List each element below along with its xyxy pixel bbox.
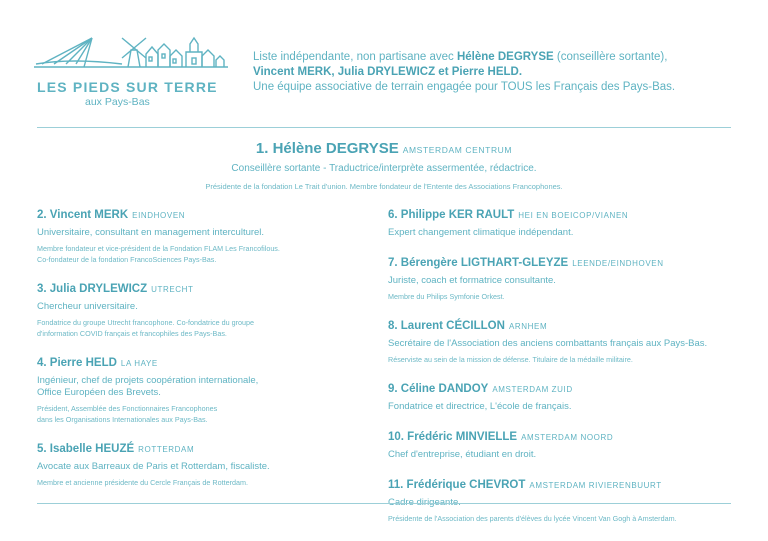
candidate-entry	[37, 353, 367, 425]
candidate-city: AMSTERDAM ZUID	[492, 385, 573, 394]
candidate-city: ARNHEM	[508, 322, 548, 331]
candidate-name: 5. Isabelle HEUZÉ	[37, 443, 135, 455]
candidate-city: LA HAYE	[120, 359, 158, 368]
bottom-divider	[37, 503, 731, 504]
candidate-name: 3. Julia DRYLEWICZ	[37, 283, 148, 295]
candidate-city: UTRECHT	[151, 285, 194, 294]
candidate-detail: Membre fondateur et vice-président de la Fondation FLAM Les Francofilous. Co-fondateur de la fondation FrancoSciences Pays-Bas.	[37, 244, 280, 264]
right-candidate-column	[388, 205, 738, 538]
candidate-detail: Président, Assemblée des Fonctionnaires Francophones dans les Organisations Internationales aux Pays-Bas.	[37, 404, 218, 424]
top-divider	[37, 127, 731, 128]
candidate-name: 2. Vincent MERK	[37, 209, 129, 221]
candidate-role: Secrétaire de l'Association des anciens combattants français aux Pays-Bas.	[388, 338, 708, 349]
candidate-detail: Membre du Philips Symfonie Orkest.	[388, 292, 505, 301]
candidate-role: Avocate aux Barreaux de Paris et Rotterdam, fiscaliste.	[37, 461, 270, 472]
candidate-name: 6. Philippe KER RAULT	[388, 209, 515, 221]
candidate-role: Conseillère sortante - Traductrice/interprète assermentée, rédactrice.	[231, 163, 537, 174]
candidate-city: HEI EN BOEICOP/VIANEN	[518, 211, 629, 220]
candidate-role: Fondatrice et directrice, L'école de français.	[388, 401, 572, 412]
candidate-city: EINDHOVEN	[132, 211, 186, 220]
intro-text	[253, 50, 753, 95]
candidate-detail: Membre et ancienne présidente du Cercle Français de Rotterdam.	[37, 478, 248, 487]
intro-line-3: Une équipe associative de terrain engagée pour TOUS les Français des Pays-Bas.	[253, 81, 676, 93]
candidate-city: AMSTERDAM NOORD	[521, 433, 614, 442]
candidate-name: 10. Frédéric MINVIELLE	[388, 431, 518, 443]
candidate-role: Ingénieur, chef de projets coopération internationale, Office Européen des Brevets.	[37, 375, 259, 398]
candidate-name: 9. Céline DANDOY	[388, 383, 489, 395]
candidate-entry	[388, 379, 738, 413]
candidate-role: Chercheur universitaire.	[37, 301, 138, 312]
candidate-name: 7. Bérengère LIGTHART-GLEYZE	[388, 257, 569, 269]
candidate-detail: Présidente de la fondation Le Trait d'union. Membre fondateur de l'Entente des Associations Francophones.	[205, 182, 563, 191]
candidate-city: AMSTERDAM RIVIERENBUURT	[529, 481, 662, 490]
candidate-role: Juriste, coach et formatrice consultante.	[388, 275, 556, 286]
candidate-entry	[388, 316, 738, 365]
logo-subtitle: aux Pays-Bas	[85, 96, 150, 108]
candidate-city: ROTTERDAM	[138, 445, 195, 454]
candidate-entry	[37, 279, 367, 339]
candidate-role: Expert changement climatique indépendant.	[388, 227, 574, 238]
intro-line-2: Vincent MERK, Julia DRYLEWICZ et Pierre HELD.	[253, 66, 523, 78]
candidate-entry	[388, 253, 738, 302]
candidate-city: LEENDE/EINDHOVEN	[572, 259, 664, 268]
candidate-detail: Fondatrice du groupe Utrecht francophone. Co-fondatrice du groupe d'information COVID français et francophiles des Pays-Bas.	[37, 318, 254, 338]
candidate-name: 4. Pierre HELD	[37, 357, 117, 369]
intro-line-1: Liste indépendante, non partisane avec Hélène DEGRYSE (conseillère sortante),	[253, 51, 668, 63]
candidate-detail: Réserviste au sein de la mission de défense. Titulaire de la médaille militaire.	[388, 355, 633, 364]
logo-title: LES PIEDS SUR TERRE	[37, 79, 218, 95]
logo-skyline	[32, 34, 232, 70]
lead-candidate	[37, 140, 731, 191]
candidate-entry	[388, 427, 738, 461]
candidate-entry	[37, 205, 367, 265]
candidate-name: 11. Frédérique CHEVROT	[388, 479, 526, 491]
candidate-entry	[388, 205, 738, 239]
candidate-entry	[37, 439, 367, 488]
candidate-name: 8. Laurent CÉCILLON	[388, 320, 505, 332]
candidate-city: AMSTERDAM CENTRUM	[402, 145, 513, 155]
candidate-detail: Présidente de l'Association des parents d'élèves du lycée Vincent Van Gogh à Amsterdam.	[388, 514, 677, 523]
candidate-role: Universitaire, consultant en management interculturel.	[37, 227, 265, 238]
candidate-entry	[388, 475, 738, 524]
left-candidate-column	[37, 205, 367, 502]
candidate-role: Chef d'entreprise, étudiant en droit.	[388, 449, 537, 460]
candidate-name: 1. Hélène DEGRYSE	[255, 140, 399, 157]
